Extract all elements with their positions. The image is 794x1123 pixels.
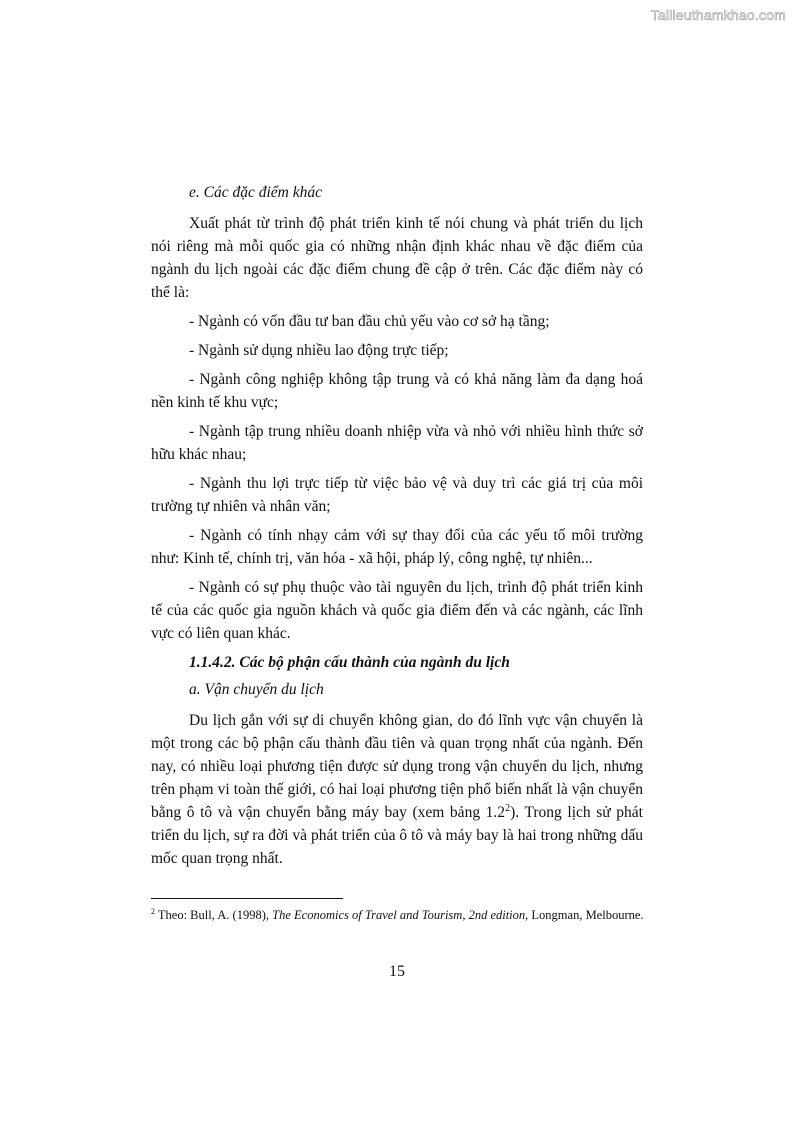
page-number: 15 [389, 963, 405, 980]
footnote-reference[interactable]: 2 [505, 802, 511, 814]
transport-paragraph [151, 709, 643, 870]
transport-text-after-ref: ). Trong lịch sử phát triển du lịch, sự ra đời và phát triển của ô tô và máy bay là hai trong những dấu mốc quan trọng nhất. [151, 804, 643, 867]
list-item: - Ngành có tính nhạy cảm với sự thay đổi của các yếu tố môi trường như: Kinh tế, chính trị, văn hóa - xã hội, pháp lý, công nghệ, tự nhiên... [151, 527, 643, 567]
footnote-divider [151, 898, 343, 899]
section-e-heading: e. Các đặc điểm khác [189, 184, 322, 201]
list-item: - Ngành công nghiệp không tập trung và có khả năng làm đa dạng hoá nền kinh tế khu vực; [151, 371, 643, 411]
list-item: - Ngành có vốn đầu tư ban đầu chủ yếu vào cơ sở hạ tầng; [189, 313, 550, 330]
page-body [151, 181, 643, 876]
list-item: - Ngành có sự phụ thuộc vào tài nguyên du lịch, trình độ phát triển kinh tế của các quốc gia nguồn khách và quốc gia điểm đến và các ngành, các lĩnh vực có liên quan khác. [151, 579, 643, 642]
section-e-intro: Xuất phát từ trình độ phát triển kinh tế nói chung và phát triển du lịch nói riêng mà mỗi quốc gia có những nhận định khác nhau về đặc điểm của ngành du lịch ngoài các đặc điểm chung đề cập ở trên. Các đặc điểm này có thể là: [151, 215, 643, 301]
footnote-marker: 2 [151, 906, 155, 916]
footnote-prefix: Theo: Bull, A. (1998), [155, 908, 273, 922]
list-item: - Ngành sử dụng nhiều lao động trực tiếp; [189, 342, 449, 359]
footnote-suffix: Longman, Melbourne. [528, 908, 644, 922]
section-a-subheading: a. Vận chuyển du lịch [189, 681, 324, 698]
footnote-book-title: The Economics of Travel and Tourism, 2nd edition, [272, 908, 529, 922]
section-1142-heading: 1.1.4.2. Các bộ phận cấu thành của ngành du lịch [189, 654, 510, 671]
watermark-text: Tailieuthamkhao.com [650, 7, 786, 23]
list-item: - Ngành tập trung nhiều doanh nhiệp vừa và nhỏ với nhiều hình thức sở hữu khác nhau; [151, 423, 643, 463]
footnote [151, 907, 651, 924]
list-item: - Ngành thu lợi trực tiếp từ việc bảo vệ và duy trì các giá trị của môi trường tự nhiên và nhân văn; [151, 475, 643, 515]
transport-text-before-ref: Du lịch gắn với sự di chuyển không gian, do đó lĩnh vực vận chuyển là một trong các bộ phận cấu thành đầu tiên và quan trọng nhất của ngành. Đến nay, có nhiều loại phương tiện được sử dụng trong vận chuyển du lịch, nhưng trên phạm vi toàn thế giới, có hai loại phương tiện phổ biến nhất là vận chuyển bằng ô tô và vận chuyển bằng máy bay (xem bảng 1.2 [151, 712, 643, 821]
